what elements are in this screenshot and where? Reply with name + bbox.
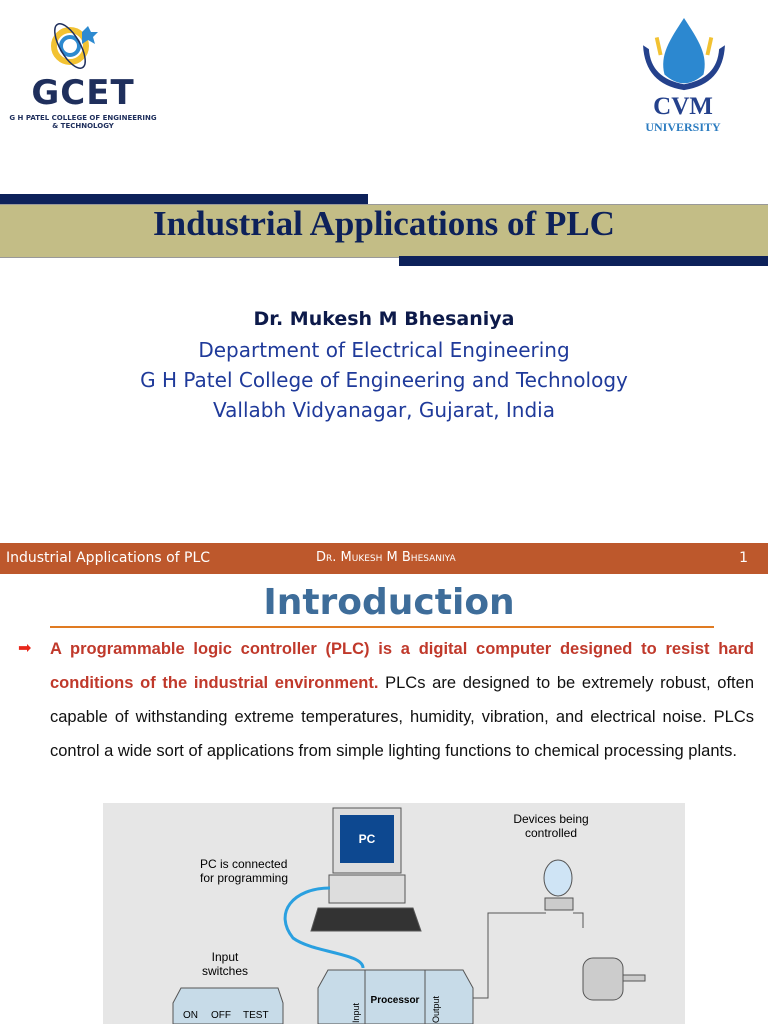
devices-label-2: controlled: [524, 826, 578, 840]
intro-paragraph: [50, 632, 754, 768]
switch-off-label: OFF: [211, 1010, 231, 1021]
cvm-logo-text: CVM: [653, 93, 713, 120]
footer-title: Industrial Applications of PLC: [6, 550, 211, 566]
section-heading: Introduction: [263, 582, 515, 623]
intro-bold-text: A programmable logic controller (PLC) is a digital computer designed to resist hard conditions of the industrial environment.: [50, 640, 754, 692]
title-accent-bar-bottom: [399, 256, 768, 266]
title-accent-bar-top: [0, 194, 368, 204]
author-college: G H Patel College of Engineering and Technology: [140, 368, 628, 392]
pc-icon: [311, 808, 421, 931]
processor-label: Processor: [370, 995, 420, 1006]
gcet-logo-text: GCET: [31, 73, 135, 113]
switch-test-label: TEST: [243, 1010, 269, 1021]
motor-icon: [583, 958, 645, 1000]
intro-text: PLCs are designed to be extremely robust, often capable of withstanding extreme temperatures, humidity, vibration, and electrical noise. PLCs control a wide sort of applications from simple lighting functions to chemical processing plants.: [50, 674, 754, 760]
input-switches-label-2: switches: [201, 964, 249, 978]
slide-footer: [0, 543, 768, 574]
devices-label-1: Devices being: [513, 812, 589, 826]
cvm-logo-subtitle: UNIVERSITY: [645, 120, 721, 134]
pc-label: PC: [358, 832, 376, 846]
footer-author: Dr. Mukesh M Bhesaniya: [316, 550, 456, 565]
author-location: Vallabh Vidyanagar, Gujarat, India: [213, 398, 555, 422]
pc-connected-label-1: PC is connected: [200, 857, 288, 871]
switch-on-label: ON: [183, 1010, 198, 1021]
output-module-label: Output: [431, 995, 441, 1023]
gcet-logo-subtitle: G H PATEL COLLEGE OF ENGINEERING & TECHNOLOGY: [9, 114, 157, 130]
pc-connected-label-2: for programming: [200, 871, 289, 885]
heading-underline: [50, 626, 714, 628]
cvm-logo: [634, 16, 734, 94]
author-name: Dr. Mukesh M Bhesaniya: [253, 308, 515, 330]
input-switches-label-1: Input: [211, 950, 239, 964]
plc-diagram: [103, 803, 685, 1024]
slide-title: Industrial Applications of PLC: [153, 204, 615, 243]
page-number: 1: [739, 550, 748, 566]
input-module-label: Input: [351, 1002, 361, 1023]
author-department: Department of Electrical Engineering: [198, 338, 570, 362]
gcet-logo: [18, 18, 148, 78]
arrow-bullet-icon: ➡: [18, 640, 32, 657]
bulb-icon: [544, 860, 573, 910]
